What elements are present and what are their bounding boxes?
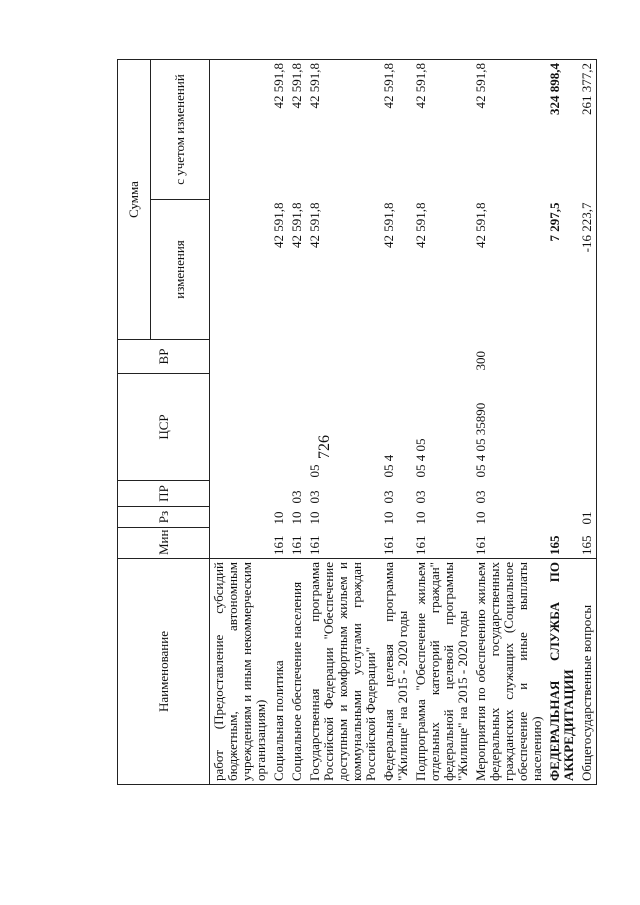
row-min: 165 — [578, 528, 597, 559]
row-min: 161 — [289, 535, 304, 555]
header-pr: ПР — [118, 481, 210, 507]
row-vr — [288, 340, 306, 374]
row-change: -16 223,7 — [578, 200, 597, 340]
row-min: 161 — [307, 535, 322, 555]
row-rz: 10 — [413, 511, 428, 525]
budget-table — [117, 59, 597, 785]
row-total: 42 591,8 — [270, 60, 288, 200]
row-name: Мероприятия по обеспечению жильем федеральных государственных гражданских служащих (Социальное обеспечение и иные выплаты населению) — [472, 559, 546, 785]
row-rz: 10 — [271, 511, 286, 525]
table-row — [288, 60, 306, 785]
row-csr — [546, 374, 578, 481]
row-csr — [270, 374, 288, 481]
row-change: 42 591,8 — [271, 202, 286, 248]
row-vr — [546, 340, 578, 374]
row-change: 42 591,8 — [381, 202, 396, 248]
header-name: Наименование — [118, 559, 210, 785]
row-rz — [546, 507, 578, 528]
row-min: 165 — [547, 535, 562, 555]
row-min: 161 — [381, 535, 396, 555]
row-rz: 01 — [578, 507, 597, 528]
header-change: изменения — [151, 200, 210, 340]
row-csr: 05 4 05 35890 — [473, 402, 488, 478]
row-total: 324 898,4 — [546, 60, 578, 200]
row-pr — [578, 481, 597, 507]
row-min — [210, 528, 271, 559]
row-rz: 10 — [289, 511, 304, 525]
row-change: 42 591,8 — [413, 202, 428, 248]
row-name: Федеральная целевая программа "Жилище" на 2015 - 2020 годы — [380, 559, 412, 785]
header-sum: Сумма — [118, 60, 151, 340]
row-total: 42 591,8 — [288, 60, 306, 200]
row-min: 161 — [413, 535, 428, 555]
row-rz: 10 — [473, 511, 488, 525]
table-row — [578, 60, 597, 785]
row-csr — [288, 374, 306, 481]
row-name: ФЕДЕРАЛЬНАЯ СЛУЖБА ПО АККРЕДИТАЦИИ — [546, 559, 578, 785]
row-pr — [270, 481, 288, 507]
row-change: 42 591,8 — [473, 202, 488, 248]
row-min: 161 — [271, 535, 286, 555]
row-pr: 03 — [413, 490, 428, 504]
row-csr: 05 4 — [381, 454, 396, 478]
table-row — [412, 60, 472, 785]
row-vr — [412, 340, 472, 374]
row-rz: 10 — [381, 511, 396, 525]
table-row — [546, 60, 578, 785]
row-vr — [210, 340, 271, 374]
row-name: Общегосударственные вопросы — [578, 559, 597, 785]
row-vr — [380, 340, 412, 374]
row-total: 42 591,8 — [472, 60, 546, 200]
row-name: работ (Предоставление субсидий бюджетным, автономным учреждениям и иным некоммерческим организациям) — [210, 559, 271, 785]
row-pr: 03 — [289, 490, 304, 504]
row-name: Социальное обеспечение населения — [288, 559, 306, 785]
row-csr — [210, 374, 271, 481]
row-vr — [270, 340, 288, 374]
table-row — [306, 60, 380, 785]
row-change: 7 297,5 — [547, 202, 562, 242]
row-name: Социальная политика — [270, 559, 288, 785]
row-change: 42 591,8 — [289, 202, 304, 248]
header-rz: Рз — [118, 507, 210, 528]
table-row — [380, 60, 412, 785]
row-min: 161 — [473, 535, 488, 555]
table-row — [210, 60, 271, 785]
row-total: 42 591,8 — [306, 60, 380, 200]
row-pr: 03 — [473, 490, 488, 504]
row-vr — [578, 340, 597, 374]
header-csr: ЦСР — [118, 374, 210, 481]
table-row — [270, 60, 288, 785]
budget-table-sheet — [117, 60, 594, 785]
table-body — [210, 60, 597, 785]
row-csr — [578, 374, 597, 481]
header-vr: ВР — [118, 340, 210, 374]
row-rz — [210, 507, 271, 528]
row-vr: 300 — [473, 351, 488, 371]
row-change — [210, 200, 271, 340]
row-change: 42 591,8 — [307, 202, 322, 248]
row-csr: 05 4 05 — [413, 438, 428, 478]
row-pr — [546, 481, 578, 507]
row-rz: 10 — [307, 511, 322, 525]
row-pr — [210, 481, 271, 507]
row-name: Государственная программа Российской Федерации "Обеспечение доступным и комфортным жильем и коммунальными услугами граждан Российской Федерации" — [306, 559, 380, 785]
row-name: Подпрограмма "Обеспечение жильем отдельных категорий граждан" федеральной целевой программы "Жилище" на 2015 - 2020 годы — [412, 559, 472, 785]
row-total — [210, 60, 271, 200]
row-csr: 05 — [307, 464, 322, 478]
row-total: 42 591,8 — [412, 60, 472, 200]
header-with-change: с учетом изменений — [151, 60, 210, 200]
row-pr: 03 — [307, 490, 322, 504]
page-number: 726 — [316, 435, 333, 459]
table-row — [472, 60, 546, 785]
header-min: Мин — [118, 528, 210, 559]
row-vr — [306, 340, 380, 374]
row-total: 42 591,8 — [380, 60, 412, 200]
row-total: 261 377,2 — [578, 60, 597, 200]
row-pr: 03 — [381, 490, 396, 504]
